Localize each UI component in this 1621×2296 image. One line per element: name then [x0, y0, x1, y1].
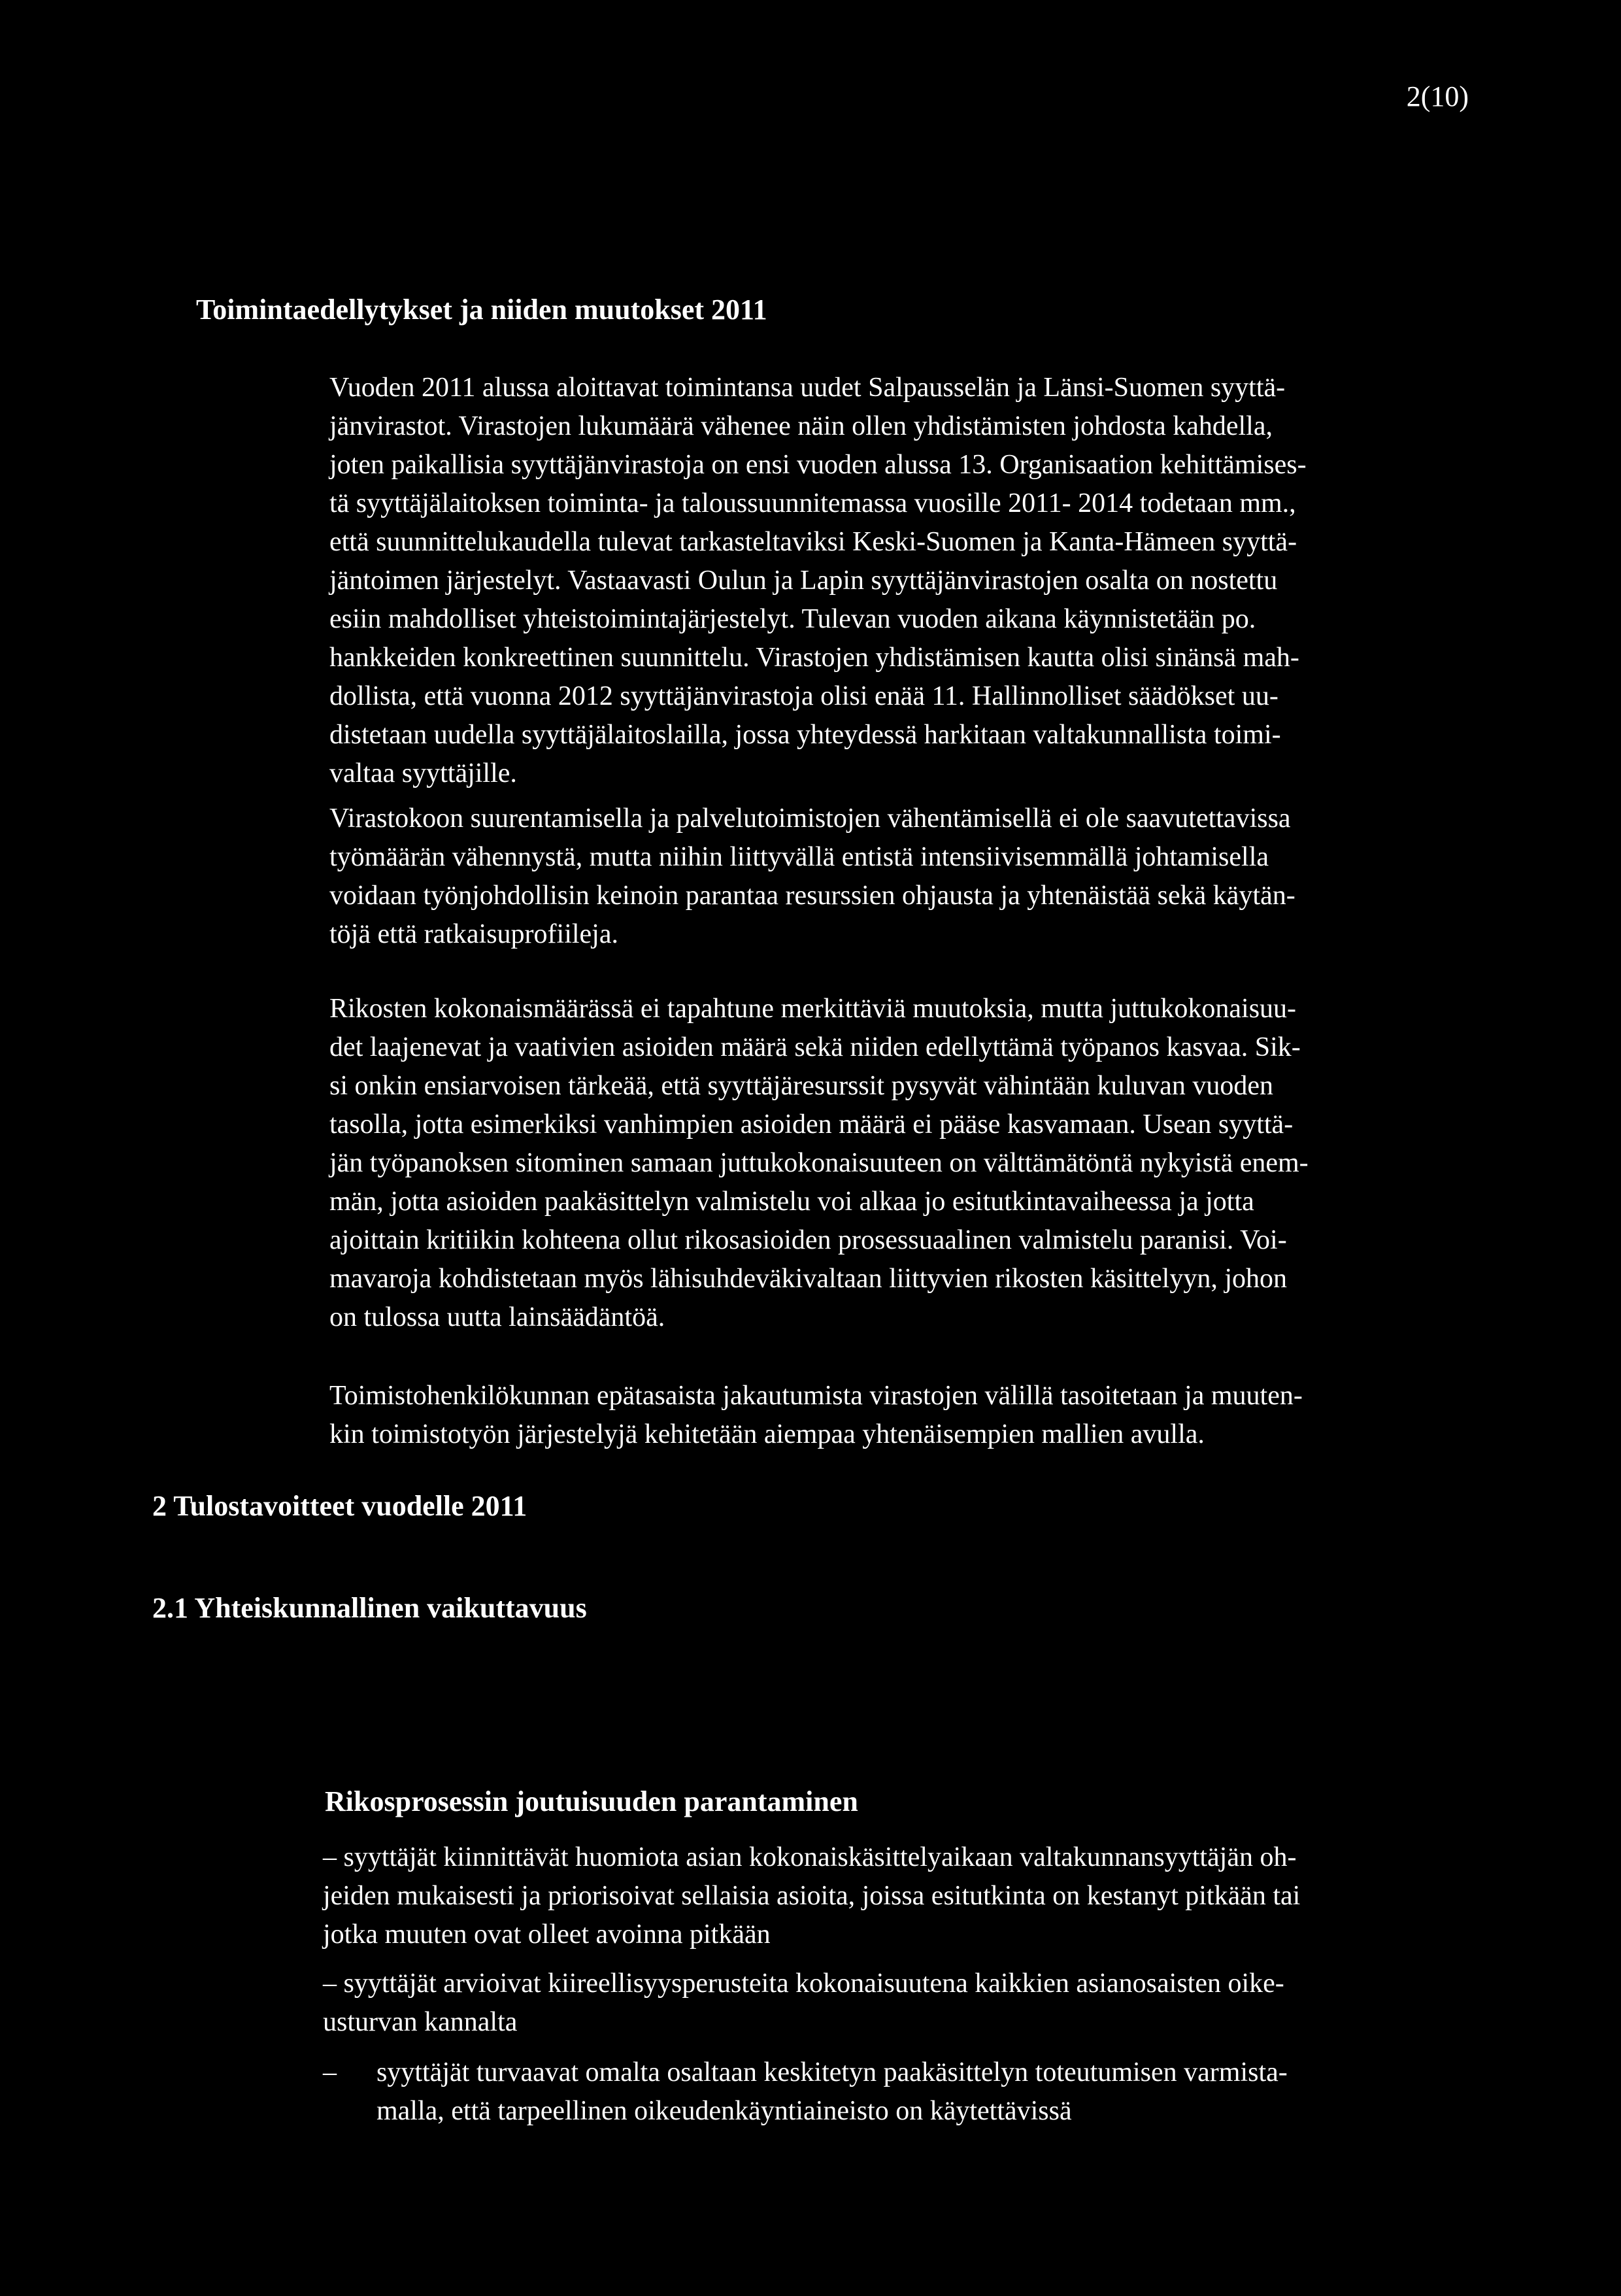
paragraph-line: jänvirastot. Virastojen lukumäärä vähenee näin ollen yhdistämisten johdosta kahdella,	[329, 411, 1273, 441]
section-heading: Toimintaedellytykset ja niiden muutokset 2011	[196, 294, 767, 326]
bullet-line: syyttäjät turvaavat omalta osaltaan keskitetyn paakäsittelyn toteutumisen varmista-	[376, 2057, 1288, 2087]
paragraph-1	[329, 369, 1480, 793]
paragraph-line: jän työpanoksen sitominen samaan juttukokonaisuuteen on välttämätöntä nykyistä enem-	[329, 1148, 1309, 1178]
bullet-line: jotka muuten ovat olleet avoinna pitkään	[323, 1919, 771, 1950]
paragraph-line: valtaa syyttäjille.	[329, 758, 517, 788]
paragraph-line: dollista, että vuonna 2012 syyttäjänvirastoja olisi enää 11. Hallinnolliset säädökset uu-	[329, 681, 1278, 711]
bullet-item-3	[323, 2053, 1486, 2132]
paragraph-line: jäntoimen järjestelyt. Vastaavasti Oulun ja Lapin syyttäjänvirastojen osalta on nostettu	[329, 566, 1278, 596]
paragraph-line: Rikosten kokonaismäärässä ei tapahtune merkittäviä muutoksia, mutta juttukokonaisuu-	[329, 994, 1297, 1024]
bullet-line: – syyttäjät kiinnittävät huomiota asian kokonaiskäsittelyaikaan valtakunnansyyttäjän oh-	[323, 1842, 1297, 1872]
bullet-line: – syyttäjät arvioivat kiireellisyysperusteita kokonaisuutena kaikkien asianosaisten oike-	[323, 1968, 1284, 1999]
bullet-text	[376, 2053, 1288, 2131]
paragraph-line: Vuoden 2011 alussa aloittavat toimintansa uudet Salpausselän ja Länsi-Suomen syyttä-	[329, 373, 1286, 403]
paragraph-line: töjä että ratkaisuprofiileja.	[329, 919, 618, 949]
page-number: 2(10)	[1406, 80, 1469, 112]
paragraph-line: tä syyttäjälaitoksen toiminta- ja taloussuunnitemassa vuosille 2011- 2014 todetaan mm.,	[329, 488, 1296, 518]
bullet-item-1	[323, 1838, 1486, 1954]
paragraph-line: mavaroja kohdistetaan myös lähisuhdeväkivaltaan liittyvien rikosten käsittelyyn, johon	[329, 1264, 1288, 1294]
paragraph-2	[329, 800, 1480, 954]
subheading: Rikosprosessin joutuisuuden parantaminen	[325, 1785, 858, 1817]
paragraph-line: joten paikallisia syyttäjänvirastoja on ensi vuoden alussa 13. Organisaation kehittämises-	[329, 450, 1307, 480]
paragraph-line: hankkeiden konkreettinen suunnittelu. Virastojen yhdistämisen kautta olisi sinänsä mah-	[329, 643, 1299, 673]
paragraph-line: että suunnittelukaudella tulevat tarkasteltaviksi Keski-Suomen ja Kanta-Hämeen syyttä-	[329, 527, 1297, 557]
paragraph-line: distetaan uudella syyttäjälaitoslailla, jossa yhteydessä harkitaan valtakunnallista toimi-	[329, 720, 1281, 750]
bullet-dash: –	[323, 2057, 337, 2087]
paragraph-line: esiin mahdolliset yhteistoimintajärjestelyt. Tulevan vuoden aikana käynnistetään po.	[329, 604, 1256, 634]
paragraph-4	[329, 1377, 1480, 1454]
paragraph-line: työmäärän vähennystä, mutta niihin liittyvällä entistä intensiivisemmällä johtamisella	[329, 842, 1269, 872]
paragraph-line: det laajenevat ja vaativien asioiden määrä sekä niiden edellyttämä työpanos kasvaa. Sik-	[329, 1032, 1301, 1062]
bullet-line: jeiden mukaisesti ja priorisoivat sellaisia asioita, joissa esitutkinta on kestanyt pitkään tai	[323, 1881, 1301, 1911]
paragraph-line: tasolla, jotta esimerkiksi vanhimpien asioiden määrä ei pääse kasvamaan. Usean syyttä-	[329, 1109, 1294, 1140]
paragraph-line: si onkin ensiarvoisen tärkeää, että syyttäjäresurssit pysyvät vähintään kuluvan vuoden	[329, 1071, 1273, 1101]
paragraph-line: ajoittain kritiikin kohteena ollut rikosasioiden prosessuaalinen valmistelu paranisi. Voi-	[329, 1225, 1287, 1255]
paragraph-line: voidaan työnjohdollisin keinoin parantaa resurssien ohjausta ja yhtenäistää sekä käytän-	[329, 881, 1295, 911]
paragraph-line: män, jotta asioiden paakäsittelyn valmistelu voi alkaa jo esitutkintavaiheessa ja jotta	[329, 1187, 1254, 1217]
paragraph-line: kin toimistotyön järjestelyjä kehitetään aiempaa yhtenäisempien mallien avulla.	[329, 1419, 1205, 1449]
paragraph-line: on tulossa uutta lainsäädäntöä.	[329, 1302, 665, 1332]
paragraph-line: Toimistohenkilökunnan epätasaista jakautumista virastojen välillä tasoitetaan ja muuten-	[329, 1381, 1303, 1411]
paragraph-line: Virastokoon suurentamisella ja palvelutoimistojen vähentämisellä ei ole saavutettavissa	[329, 803, 1291, 834]
bullet-line: usturvan kannalta	[323, 2007, 518, 2037]
bullet-item-2	[323, 1965, 1486, 2042]
bullet-line: malla, että tarpeellinen oikeudenkäyntiaineisto on käytettävissä	[376, 2096, 1072, 2126]
heading-2-1: 2.1 Yhteiskunnallinen vaikuttavuus	[152, 1592, 587, 1624]
heading-2: 2 Tulostavoitteet vuodelle 2011	[152, 1490, 527, 1522]
paragraph-3	[329, 990, 1480, 1337]
